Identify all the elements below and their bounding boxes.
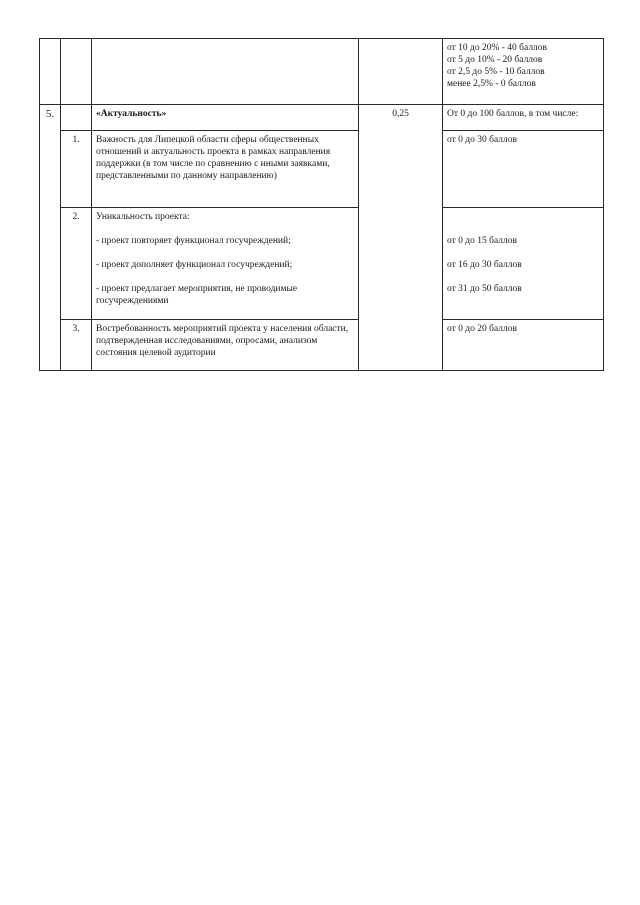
cell-empty (61, 39, 92, 105)
item-number: 3. (61, 320, 92, 371)
score-line: от 5 до 10% - 20 баллов (447, 55, 543, 65)
section-number: 5. (40, 105, 61, 371)
sub-item-score: от 0 до 15 баллов (447, 236, 517, 246)
score-cell (443, 39, 604, 105)
cell-empty (40, 39, 61, 105)
sub-item-score: от 16 до 30 баллов (447, 260, 522, 270)
score-line: от 2,5 до 5% - 10 баллов (447, 67, 545, 77)
item-score: от 0 до 30 баллов (443, 131, 604, 208)
score-line: менее 2,5% - 0 баллов (447, 79, 536, 89)
table-row (40, 131, 604, 208)
section-weight: 0,25 (359, 105, 443, 371)
criteria-table (39, 38, 604, 371)
item-score (443, 208, 604, 320)
section-title: «Актуальность» (92, 105, 359, 131)
section-score-range: От 0 до 100 баллов, в том числе: (443, 105, 604, 131)
item-number: 2. (61, 208, 92, 320)
item-heading: Уникальность проекта: (96, 212, 190, 222)
cell-empty (61, 105, 92, 131)
item-number: 1. (61, 131, 92, 208)
table-row (40, 320, 604, 371)
item-score: от 0 до 20 баллов (443, 320, 604, 371)
item-text: Важность для Липецкой области сферы общественных отношений и актуальность проекта в рамках направления поддержки (в том числе по сравнению с иными заявками, представленными по данному направлению) (92, 131, 359, 208)
table-row (40, 208, 604, 320)
sub-item-text: - проект предлагает мероприятия, не проводимые госучреждениями (96, 284, 298, 306)
item-text (92, 208, 359, 320)
sub-item-score: от 31 до 50 баллов (447, 284, 522, 294)
score-line: от 10 до 20% - 40 баллов (447, 43, 548, 53)
table-row (40, 39, 604, 105)
cell-empty (359, 39, 443, 105)
cell-empty (92, 39, 359, 105)
sub-item-text: - проект дополняет функционал госучреждений; (96, 260, 293, 270)
item-text: Востребованность мероприятий проекта у населения области, подтвержденная исследованиями, опросами, анализом состояния целевой аудитории (92, 320, 359, 371)
sub-item-text: - проект повторяет функционал госучреждений; (96, 236, 291, 246)
table-row (40, 105, 604, 131)
